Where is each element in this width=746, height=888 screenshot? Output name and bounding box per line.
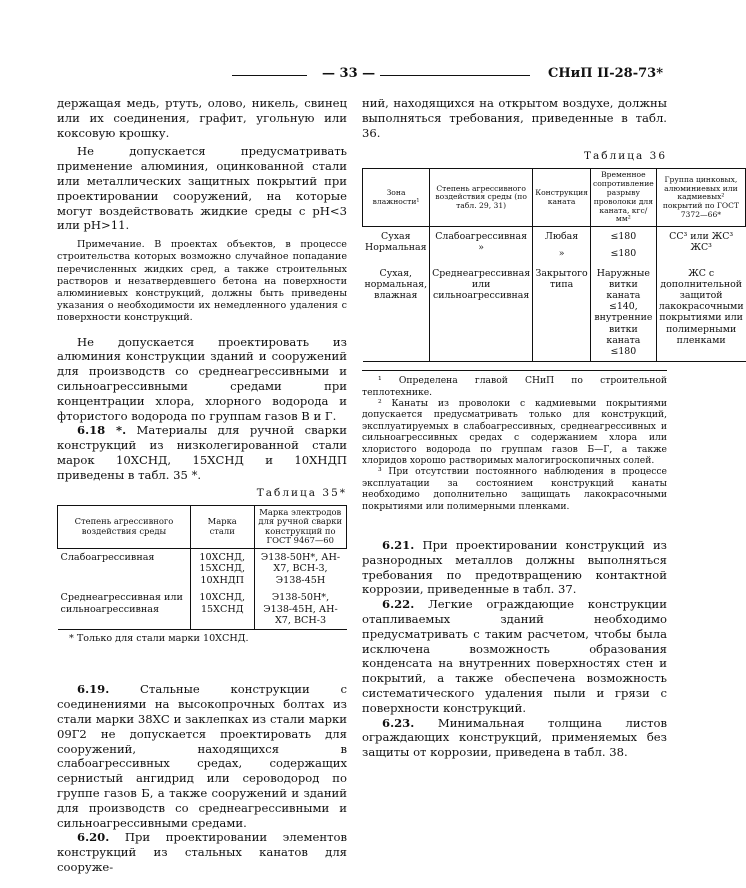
table-row bbox=[58, 548, 347, 589]
clause-6-20 bbox=[57, 830, 347, 874]
clause-text: Минимальная толщина листов ограждающих конструкций, применяемых без защиты от коррозии, приведена в табл. 38. bbox=[362, 715, 667, 760]
table-header: Степень агрессивного воздействия среды bbox=[58, 505, 191, 548]
footnote-rule bbox=[362, 370, 667, 371]
table-35 bbox=[57, 505, 347, 631]
clause-6-21 bbox=[362, 538, 667, 597]
table-header: Марка стали bbox=[190, 505, 254, 548]
clause-6-22 bbox=[362, 597, 667, 715]
table-header: Конструкция каната bbox=[533, 169, 591, 227]
left-column bbox=[57, 96, 347, 875]
table-row bbox=[363, 264, 746, 362]
paragraph-aluminium-gases: Не допускается проектировать из алюминия конструкции зданий и сооружений для производств со среднеагрессивными и сильноагрессивными средами при концентрации хлора, хлорного водорода и фтористого водорода по группам газов В и Г. bbox=[57, 334, 347, 423]
paragraph-aluminium-ph: Не допускается предусматривать применение алюминия, оцинкованной стали или металлических защитных покрытий при проектировании сооружений, на которые могут воздействовать жидкие среды с pH<3 или pH>11. bbox=[57, 144, 347, 233]
clause-number: 6.22. bbox=[382, 597, 415, 612]
table-cell: СС³ или ЖС³ ЖС³ bbox=[656, 227, 745, 264]
table-cell: Сухая Нормальная bbox=[365, 231, 427, 254]
table-cell: Среднеагрессивная или сильноагрессивная bbox=[430, 264, 533, 362]
footnote-2: ² Канаты из проволоки с кадмиевыми покрытиями допускается предусматривать только для конструкций, эксплуатируемых в слабоагрессивных, среднеагрессивных и сильноагрессивных средах с содержанием хлора или хлористого водорода по группам газов Б—Г, а также хлоридов хорошо растворимых малогигроскопичных солей. bbox=[362, 398, 667, 467]
clause-number: 6.21. bbox=[382, 538, 415, 553]
table-cell: 10ХСНД, 15ХСНД bbox=[190, 589, 254, 630]
clause-6-23 bbox=[362, 716, 667, 760]
table-header: Марка электродов для ручной сварки конструкций по ГОСТ 9467—60 bbox=[254, 505, 346, 548]
clause-text: Материалы для ручной сварки конструкций из низколегированной стали марок 10ХСНД, 15ХСНД и 10ХНДП приведены в табл. 35 *. bbox=[57, 423, 347, 482]
paragraph-continuation: держащая медь, ртуть, олово, никель, свинец или их соединения, графит, угольную или коксовую крошку. bbox=[57, 96, 347, 140]
table-row bbox=[58, 589, 347, 630]
note-paragraph: Примечание. В проектах объектов, в процессе строительства которых возможно случайное попадание перечисленных жидких сред, а также строительных растворов и незатвердевшего бетона на поверхности алюминиевых конструкций, должны быть приведены указания о необходимости их немедленного удаления с поверхности конструкций. bbox=[57, 239, 347, 324]
table-cell: Э138-50Н*, Э138-45Н, АН-Х7, ВСН-3 bbox=[254, 589, 346, 630]
table-cell: Слабоагрессивная bbox=[58, 548, 191, 589]
clause-text: При проектировании элементов конструкций из стальных канатов для сооруже- bbox=[57, 830, 348, 874]
table-cell: 10ХСНД, 15ХСНД, 10ХНДП bbox=[190, 548, 254, 589]
document-code: СНиП II-28-73* bbox=[548, 66, 664, 81]
page-number: — 33 — bbox=[322, 66, 376, 81]
clause-6-18 bbox=[57, 423, 347, 482]
header-rule-right bbox=[380, 75, 530, 76]
clause-number: 6.19. bbox=[77, 682, 110, 697]
table-header: Временное сопротивление разрыву проволоки для каната, кгс/мм² bbox=[590, 169, 656, 227]
table-cell: Слабоагрессивная » bbox=[430, 227, 533, 264]
table-36 bbox=[362, 168, 746, 362]
table-35-caption: Таблица 35* bbox=[256, 486, 347, 499]
clause-text: Стальные конструкции с соединениями на высокопрочных болтах из стали марки 38ХС и заклепках из стали марки 09Г2 не допускается проектировать для сооружений, находящихся в слабоагрессивных средах, содержащих сернистый ангидрид или сероводород по группе газов Б, а также сооружений и зданий для производств со среднеагрессивными и сильноагрессивными средами. bbox=[57, 682, 347, 830]
table-header: Степень агрессивного воздействия среды (по табл. 29, 31) bbox=[430, 169, 533, 227]
table-row bbox=[363, 227, 746, 264]
clause-number: 6.23. bbox=[382, 715, 415, 730]
clause-number: 6.18 *. bbox=[77, 423, 127, 438]
table-cell: Любая » bbox=[533, 227, 591, 264]
header-rule-left bbox=[232, 75, 307, 76]
table-cell: Э138-50Н*, АН-Х7, ВСН-3, Э138-45Н bbox=[260, 551, 341, 586]
clause-6-19 bbox=[57, 682, 347, 830]
footnote-1: ¹ Определена главой СНиП по строительной теплотехнике. bbox=[362, 375, 667, 398]
table-cell: Закрытого типа bbox=[533, 264, 591, 362]
clause-number: 6.20. bbox=[77, 830, 110, 845]
table-cell: Среднеагрессивная или сильноагрессивная bbox=[58, 589, 191, 630]
table-cell: Наружные витки каната ≤140, внутренние витки каната ≤180 bbox=[590, 264, 656, 362]
table-header: Группа цинковых, алюминиевых или кадмиевых² покрытий по ГОСТ 7372—66* bbox=[656, 169, 745, 227]
table-cell: ЖС с дополнительной защитой лакокрасочными покрытиями или полимерными пленками bbox=[656, 264, 745, 362]
footnote-3: ³ При отсутствии постоянного наблюдения в процессе эксплуатации за состоянием конструкций канаты необходимо дополнительно защищать лакокрасочными покрытиями или полимерными пленками. bbox=[362, 466, 667, 512]
clause-text: При проектировании конструкций из разнородных металлов должны выполняться требования по предотвращению контактной коррозии, приведенные в табл. 37. bbox=[362, 538, 667, 597]
paragraph-continuation: ний, находящихся на открытом воздухе, должны выполняться требования, приведенные в табл. 36. bbox=[362, 96, 667, 140]
clause-text: Легкие ограждающие конструкции отапливаемых зданий необходимо предусматривать с таким расчетом, чтобы была исключена возможность образования конденсата на внутренних поверхностях стен и покрытий, а также обеспечена возможность систематического удаления пыли и грязи с поверхности конструкций. bbox=[362, 597, 668, 715]
table-35-note: * Только для стали марки 10ХСНД. bbox=[69, 633, 249, 645]
table-cell: Сухая, нормальная, влажная bbox=[363, 264, 430, 362]
right-column bbox=[362, 96, 744, 760]
table-cell: ≤180 ≤180 bbox=[590, 227, 656, 264]
table-header: Зона влажности¹ bbox=[363, 169, 430, 227]
table-36-caption: Таблица 36 bbox=[584, 150, 667, 163]
